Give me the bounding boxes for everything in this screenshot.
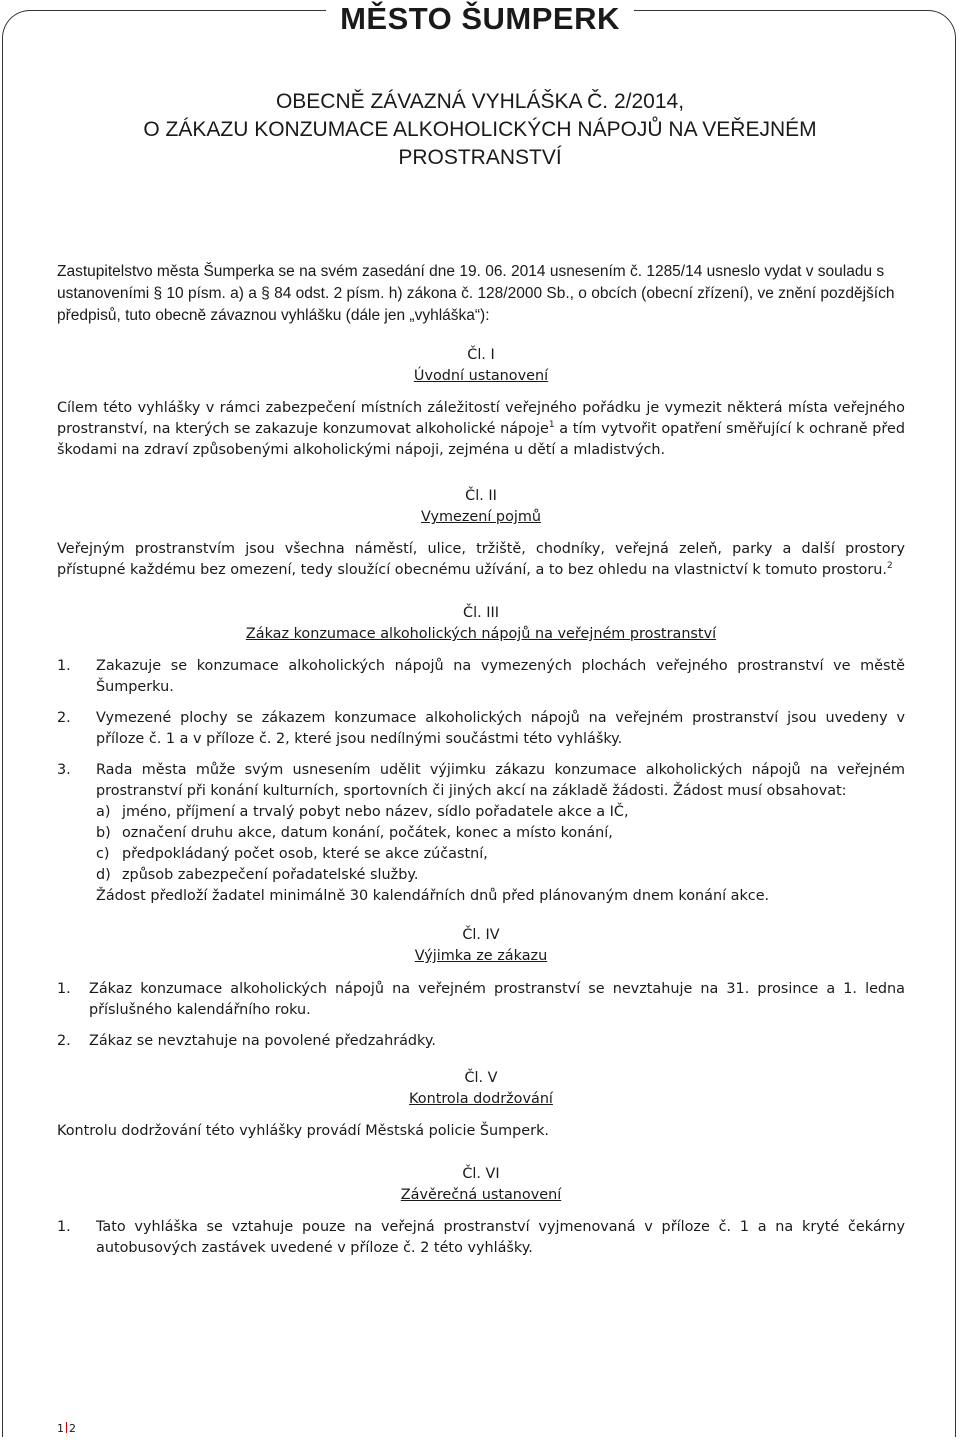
article-1-number: Čl. I [467, 347, 495, 363]
list-item: 3. Rada města může svým usnesením udělit výjimku zákazu konzumace alkoholických nápojů na veřejném prostranství při konání kulturních, sportovních či jiných akcí na základě žádosti. Žádost musí obsahovat: a) jméno, příjmení a trvalý pobyt nebo název, sídlo pořadatele akce a IČ, b) označení druhu akce, datum konání, počátek, konec a místo konání, c) předpokládaný počet osob, které se akce zúčastní, d) způsob zabezpečení pořadatelské služby. Žádost předloží žadatel minimálně 30 kalendářních dnů před plánovaným dnem konání akce. [57, 760, 905, 907]
sub-item: c) předpokládaný počet osob, které se akce zúčastní, [96, 846, 488, 862]
article-2-number: Čl. II [465, 488, 497, 504]
article-4 [57, 925, 905, 1052]
page-separator [66, 1422, 67, 1433]
article-3 [57, 603, 905, 907]
sub-item: d) způsob zabezpečení pořadatelské služby. [96, 867, 419, 883]
footnote-ref-1[interactable]: 1 [548, 420, 555, 431]
title-line-1: OBECNĚ ZÁVAZNÁ VYHLÁŠKA Č. 2/2014, [275, 90, 685, 113]
article-5-text: Kontrolu dodržování této vyhlášky provádí Městská policie Šumperk. [57, 1123, 549, 1139]
current-page: 1 [57, 1422, 64, 1435]
article-4-title: Výjimka ze zákazu [414, 948, 548, 964]
article-1-text: Cílem této vyhlášky v rámci zabezpečení místních záležitostí veřejného pořádku je vymezit některá místa veřejného prostranství, na kterých se zakazuje konzumovat alkoholické nápoje$^1$ a tím vytvořit opatření směřující k ochraně před škodami na zdraví způsobenými alkoholickými nápoji, zejména u dětí a mladistvých. [57, 400, 905, 458]
sub-item: a) jméno, příjmení a trvalý pobyt nebo název, sídlo pořadatele akce a IČ, [96, 804, 629, 820]
article-5 [57, 1068, 905, 1142]
city-name: MĚSTO ŠUMPERK [326, 1, 634, 36]
article-3-title: Zákaz konzumace alkoholických nápojů na veřejném prostranství [245, 626, 717, 642]
article-1-title: Úvodní ustanovení [413, 368, 549, 384]
article-2 [57, 486, 905, 581]
document-body [57, 345, 905, 1269]
article-4-number: Čl. IV [462, 927, 500, 943]
document-title [80, 88, 880, 172]
list-item: 1. Zakazuje se konzumace alkoholických nápojů na vymezených plochách veřejného prostranství ve městě Šumperku. [57, 658, 905, 695]
list-item: 2. Zákaz se nevztahuje na povolené předzahrádky. [57, 1033, 436, 1049]
city-header [0, 0, 960, 38]
footnote-ref-2[interactable]: 2 [886, 561, 893, 572]
article-3-closing: Žádost předloží žadatel minimálně 30 kalendářních dnů před plánovaným dnem konání akce. [96, 888, 770, 904]
article-5-title: Kontrola dodržování [409, 1091, 553, 1107]
list-item: 1. Tato vyhláška se vztahuje pouze na veřejná prostranství vyjmenovaná v příloze č. 1 a na kryté čekárny autobusových zastávek uvedené v příloze č. 2 této vyhlášky. [57, 1219, 905, 1256]
article-6-title: Závěrečná ustanovení [400, 1187, 562, 1203]
list-item: 1. Zákaz konzumace alkoholických nápojů na veřejném prostranství se nevztahuje na 31. prosince a 1. ledna příslušného kalendářního roku. [57, 981, 905, 1018]
sub-item: b) označení druhu akce, datum konání, počátek, konec a místo konání, [96, 825, 613, 841]
page-number [57, 1422, 76, 1435]
total-pages: 2 [69, 1422, 76, 1435]
title-line-3: PROSTRANSTVÍ [398, 146, 562, 169]
article-3-number: Čl. III [463, 605, 499, 621]
article-1 [57, 345, 905, 461]
article-6-number: Čl. VI [462, 1166, 500, 1182]
intro-paragraph: Zastupitelstvo města Šumperka se na svém zasedání dne 19. 06. 2014 usnesením č. 1285/14 usneslo vydat v souladu s ustanoveními § 10 písm. a) a § 84 odst. 2 písm. h) zákona č. 128/2000 Sb., o obcích (obecní zřízení), ve znění pozdějších předpisů, tuto obecně závaznou vyhlášku (dále jen „vyhláška“): [57, 263, 895, 324]
article-2-title: Vymezení pojmů [420, 509, 542, 525]
list-item: 2. Vymezené plochy se zákazem konzumace alkoholických nápojů na veřejném prostranství jsou uvedeny v příloze č. 1 a v příloze č. 2, které jsou nedílnými součástmi této vyhlášky. [57, 710, 905, 747]
article-5-number: Čl. V [464, 1070, 498, 1086]
article-6 [57, 1164, 905, 1259]
title-line-2: O ZÁKAZU KONZUMACE ALKOHOLICKÝCH NÁPOJŮ NA VEŘEJNÉM [143, 118, 817, 141]
article-2-text: Veřejným prostranstvím jsou všechna náměstí, ulice, tržiště, chodníky, veřejná zeleň, parky a další prostory přístupné každému bez omezení, tedy sloužící obecnému užívání, a to bez ohledu na vlastnictví k tomuto prostoru.$^2$ [57, 541, 905, 578]
